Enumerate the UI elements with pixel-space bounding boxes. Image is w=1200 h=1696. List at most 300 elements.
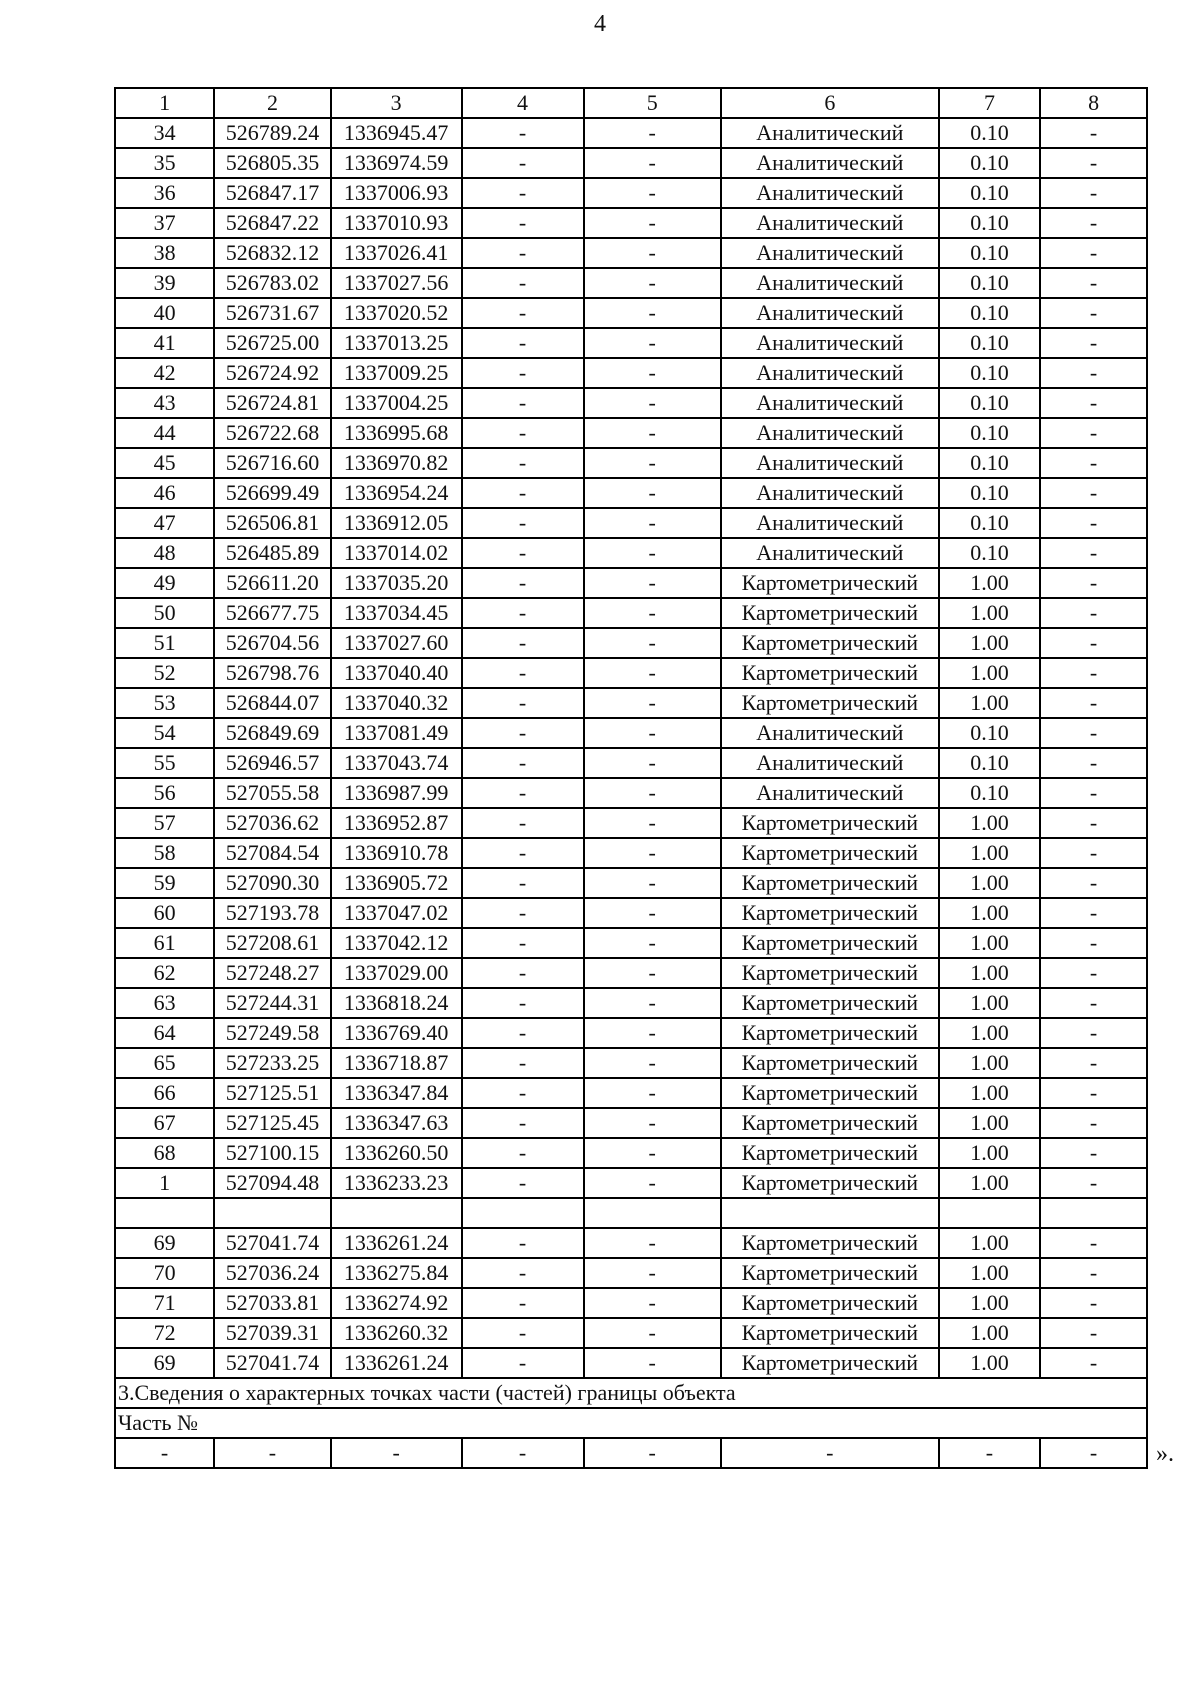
y-coordinate-cell: 1336987.99 xyxy=(331,778,462,808)
coordinate-row xyxy=(115,1078,1147,1108)
column-8-cell: - xyxy=(1040,658,1147,688)
x-coordinate-cell xyxy=(214,1198,331,1228)
column-5-cell: - xyxy=(584,568,721,598)
accuracy-cell: 1.00 xyxy=(939,628,1040,658)
y-coordinate-cell: 1336910.78 xyxy=(331,838,462,868)
y-coordinate-cell xyxy=(331,1198,462,1228)
coordinate-row xyxy=(115,358,1147,388)
point-number-cell: 66 xyxy=(115,1078,214,1108)
column-8-cell: - xyxy=(1040,1138,1147,1168)
y-coordinate-cell: 1337034.45 xyxy=(331,598,462,628)
point-number-cell: 48 xyxy=(115,538,214,568)
point-number-cell: 70 xyxy=(115,1258,214,1288)
column-5-cell: - xyxy=(584,808,721,838)
accuracy-cell: 0.10 xyxy=(939,748,1040,778)
method-cell: Картометрический xyxy=(721,958,939,988)
column-8-cell: - xyxy=(1040,118,1147,148)
point-number-cell: 62 xyxy=(115,958,214,988)
column-8-cell: - xyxy=(1040,178,1147,208)
method-cell: Картометрический xyxy=(721,658,939,688)
accuracy-cell: 1.00 xyxy=(939,1168,1040,1198)
accuracy-cell: 1.00 xyxy=(939,1288,1040,1318)
method-cell: Картометрический xyxy=(721,628,939,658)
column-8-cell: - xyxy=(1040,568,1147,598)
column-8-cell: - xyxy=(1040,958,1147,988)
column-4-cell: - xyxy=(462,178,584,208)
x-coordinate-cell: 527249.58 xyxy=(214,1018,331,1048)
column-4-cell: - xyxy=(462,598,584,628)
point-number-cell: 55 xyxy=(115,748,214,778)
point-number-cell: 71 xyxy=(115,1288,214,1318)
column-5-cell: - xyxy=(584,358,721,388)
part-label: Часть № xyxy=(115,1408,1147,1438)
column-5-cell: - xyxy=(584,1228,721,1258)
method-cell: Картометрический xyxy=(721,1258,939,1288)
column-5-cell: - xyxy=(584,1288,721,1318)
coordinate-row xyxy=(115,268,1147,298)
column-4-cell: - xyxy=(462,478,584,508)
column-4-cell: - xyxy=(462,1318,584,1348)
y-coordinate-cell: 1337040.32 xyxy=(331,688,462,718)
coordinate-row xyxy=(115,238,1147,268)
x-coordinate-cell: 526722.68 xyxy=(214,418,331,448)
column-4-cell: - xyxy=(462,988,584,1018)
column-4-cell: - xyxy=(462,208,584,238)
column-8-cell: - xyxy=(1040,508,1147,538)
method-cell: Аналитический xyxy=(721,268,939,298)
column-5-cell: - xyxy=(584,1108,721,1138)
coordinate-row xyxy=(115,1048,1147,1078)
coordinate-rows xyxy=(115,118,1147,1378)
method-cell: Картометрический xyxy=(721,838,939,868)
accuracy-cell: 1.00 xyxy=(939,1318,1040,1348)
section-rows xyxy=(115,1378,1147,1468)
header-cell-7: 7 xyxy=(939,88,1040,118)
accuracy-cell: 1.00 xyxy=(939,1078,1040,1108)
coordinate-row xyxy=(115,478,1147,508)
accuracy-cell: 1.00 xyxy=(939,1108,1040,1138)
column-5-cell: - xyxy=(584,1168,721,1198)
method-cell: Картометрический xyxy=(721,1288,939,1318)
y-coordinate-cell: 1337006.93 xyxy=(331,178,462,208)
point-number-cell: 49 xyxy=(115,568,214,598)
column-5-cell: - xyxy=(584,298,721,328)
point-number-cell: 69 xyxy=(115,1228,214,1258)
point-number-cell: 43 xyxy=(115,388,214,418)
column-5-cell: - xyxy=(584,628,721,658)
x-coordinate-cell: 526704.56 xyxy=(214,628,331,658)
x-coordinate-cell: 527055.58 xyxy=(214,778,331,808)
column-8-cell: - xyxy=(1040,1348,1147,1378)
accuracy-cell: 0.10 xyxy=(939,778,1040,808)
column-5-cell: - xyxy=(584,508,721,538)
section-title: 3.Сведения о характерных точках части (частей) границы объекта xyxy=(115,1378,1147,1408)
column-8-cell: - xyxy=(1040,268,1147,298)
y-coordinate-cell: 1336905.72 xyxy=(331,868,462,898)
column-4-cell: - xyxy=(462,1138,584,1168)
x-coordinate-cell: 527033.81 xyxy=(214,1288,331,1318)
point-number-cell: 42 xyxy=(115,358,214,388)
coordinate-row xyxy=(115,538,1147,568)
x-coordinate-cell: 526699.49 xyxy=(214,478,331,508)
method-cell: Аналитический xyxy=(721,448,939,478)
coordinate-row xyxy=(115,598,1147,628)
column-4-cell: - xyxy=(462,448,584,478)
column-5-cell: - xyxy=(584,658,721,688)
method-cell: Аналитический xyxy=(721,388,939,418)
column-4-cell: - xyxy=(462,898,584,928)
point-number-cell: 68 xyxy=(115,1138,214,1168)
coordinate-row xyxy=(115,838,1147,868)
x-coordinate-cell: 526832.12 xyxy=(214,238,331,268)
x-coordinate-cell: 527125.51 xyxy=(214,1078,331,1108)
part-cell-3: - xyxy=(331,1438,462,1468)
column-5-cell: - xyxy=(584,958,721,988)
column-4-cell: - xyxy=(462,358,584,388)
column-8-cell: - xyxy=(1040,868,1147,898)
point-number-cell: 45 xyxy=(115,448,214,478)
column-5-cell: - xyxy=(584,1018,721,1048)
x-coordinate-cell: 527208.61 xyxy=(214,928,331,958)
method-cell: Картометрический xyxy=(721,1318,939,1348)
point-number-cell: 54 xyxy=(115,718,214,748)
point-number-cell: 36 xyxy=(115,178,214,208)
column-4-cell: - xyxy=(462,1078,584,1108)
column-4-cell: - xyxy=(462,508,584,538)
coordinate-row xyxy=(115,748,1147,778)
part-row xyxy=(115,1438,1147,1468)
coordinate-row xyxy=(115,328,1147,358)
column-5-cell: - xyxy=(584,1318,721,1348)
y-coordinate-cell: 1336970.82 xyxy=(331,448,462,478)
column-8-cell: - xyxy=(1040,208,1147,238)
point-number-cell: 58 xyxy=(115,838,214,868)
method-cell: Аналитический xyxy=(721,328,939,358)
accuracy-cell: 1.00 xyxy=(939,868,1040,898)
column-4-cell: - xyxy=(462,1048,584,1078)
column-5-cell: - xyxy=(584,178,721,208)
column-4-cell: - xyxy=(462,1018,584,1048)
coordinate-row xyxy=(115,658,1147,688)
column-5-cell: - xyxy=(584,328,721,358)
method-cell: Аналитический xyxy=(721,118,939,148)
accuracy-cell: 0.10 xyxy=(939,268,1040,298)
column-4-cell: - xyxy=(462,1258,584,1288)
column-5-cell: - xyxy=(584,688,721,718)
accuracy-cell: 1.00 xyxy=(939,1348,1040,1378)
method-cell: Аналитический xyxy=(721,478,939,508)
coordinate-row xyxy=(115,778,1147,808)
x-coordinate-cell: 526677.75 xyxy=(214,598,331,628)
column-5-cell: - xyxy=(584,778,721,808)
coordinates-table xyxy=(114,87,1148,1469)
column-5-cell: - xyxy=(584,988,721,1018)
method-cell: Аналитический xyxy=(721,718,939,748)
coordinate-row xyxy=(115,718,1147,748)
column-8-cell: - xyxy=(1040,298,1147,328)
coordinate-row xyxy=(115,298,1147,328)
y-coordinate-cell: 1337004.25 xyxy=(331,388,462,418)
section-title-row xyxy=(115,1378,1147,1408)
point-number-cell: 40 xyxy=(115,298,214,328)
method-cell: Аналитический xyxy=(721,508,939,538)
column-8-cell: - xyxy=(1040,418,1147,448)
method-cell: Аналитический xyxy=(721,778,939,808)
x-coordinate-cell: 526716.60 xyxy=(214,448,331,478)
column-5-cell: - xyxy=(584,838,721,868)
accuracy-cell: 1.00 xyxy=(939,1018,1040,1048)
point-number-cell: 44 xyxy=(115,418,214,448)
column-8-cell: - xyxy=(1040,1228,1147,1258)
column-5-cell: - xyxy=(584,268,721,298)
x-coordinate-cell: 526849.69 xyxy=(214,718,331,748)
coordinate-row xyxy=(115,1348,1147,1378)
y-coordinate-cell: 1336974.59 xyxy=(331,148,462,178)
method-cell: Картометрический xyxy=(721,1018,939,1048)
column-4-cell: - xyxy=(462,928,584,958)
header-cell-4: 4 xyxy=(462,88,584,118)
column-5-cell: - xyxy=(584,898,721,928)
coordinate-row xyxy=(115,1228,1147,1258)
method-cell xyxy=(721,1198,939,1228)
accuracy-cell: 0.10 xyxy=(939,208,1040,238)
point-number-cell: 67 xyxy=(115,1108,214,1138)
point-number-cell: 47 xyxy=(115,508,214,538)
x-coordinate-cell: 526725.00 xyxy=(214,328,331,358)
column-5-cell: - xyxy=(584,238,721,268)
method-cell: Аналитический xyxy=(721,238,939,268)
accuracy-cell: 0.10 xyxy=(939,148,1040,178)
column-4-cell: - xyxy=(462,658,584,688)
column-4-cell: - xyxy=(462,418,584,448)
point-number-cell: 41 xyxy=(115,328,214,358)
accuracy-cell: 1.00 xyxy=(939,1258,1040,1288)
x-coordinate-cell: 526724.81 xyxy=(214,388,331,418)
accuracy-cell: 1.00 xyxy=(939,898,1040,928)
point-number-cell: 39 xyxy=(115,268,214,298)
column-8-cell: - xyxy=(1040,838,1147,868)
x-coordinate-cell: 527125.45 xyxy=(214,1108,331,1138)
column-5-cell: - xyxy=(584,1138,721,1168)
column-4-cell: - xyxy=(462,778,584,808)
method-cell: Картометрический xyxy=(721,928,939,958)
column-8-cell: - xyxy=(1040,1318,1147,1348)
point-number-cell: 34 xyxy=(115,118,214,148)
x-coordinate-cell: 526847.22 xyxy=(214,208,331,238)
column-4-cell: - xyxy=(462,1348,584,1378)
accuracy-cell: 1.00 xyxy=(939,988,1040,1018)
point-number-cell: 59 xyxy=(115,868,214,898)
point-number-cell: 50 xyxy=(115,598,214,628)
coordinate-row xyxy=(115,118,1147,148)
column-8-cell: - xyxy=(1040,1288,1147,1318)
column-4-cell: - xyxy=(462,808,584,838)
column-5-cell: - xyxy=(584,1348,721,1378)
y-coordinate-cell: 1336261.24 xyxy=(331,1348,462,1378)
coordinate-row xyxy=(115,1168,1147,1198)
accuracy-cell: 1.00 xyxy=(939,658,1040,688)
header-cell-8: 8 xyxy=(1040,88,1147,118)
column-8-cell: - xyxy=(1040,898,1147,928)
method-cell: Картометрический xyxy=(721,808,939,838)
column-5-cell: - xyxy=(584,208,721,238)
column-8-cell: - xyxy=(1040,1258,1147,1288)
part-cell-2: - xyxy=(214,1438,331,1468)
coordinate-row xyxy=(115,508,1147,538)
y-coordinate-cell: 1337043.74 xyxy=(331,748,462,778)
column-4-cell: - xyxy=(462,1288,584,1318)
coordinate-row xyxy=(115,958,1147,988)
x-coordinate-cell: 527100.15 xyxy=(214,1138,331,1168)
coordinate-row xyxy=(115,418,1147,448)
x-coordinate-cell: 527041.74 xyxy=(214,1348,331,1378)
closing-quote-mark: ». xyxy=(1156,1441,1174,1467)
column-8-cell: - xyxy=(1040,538,1147,568)
column-4-cell: - xyxy=(462,718,584,748)
column-8-cell: - xyxy=(1040,628,1147,658)
method-cell: Картометрический xyxy=(721,1138,939,1168)
accuracy-cell: 1.00 xyxy=(939,928,1040,958)
point-number-cell: 38 xyxy=(115,238,214,268)
column-4-cell: - xyxy=(462,298,584,328)
coordinate-row xyxy=(115,898,1147,928)
x-coordinate-cell: 527233.25 xyxy=(214,1048,331,1078)
x-coordinate-cell: 526847.17 xyxy=(214,178,331,208)
x-coordinate-cell: 527084.54 xyxy=(214,838,331,868)
column-4-cell: - xyxy=(462,868,584,898)
part-cell-5: - xyxy=(584,1438,721,1468)
column-5-cell: - xyxy=(584,718,721,748)
accuracy-cell: 1.00 xyxy=(939,688,1040,718)
method-cell: Аналитический xyxy=(721,748,939,778)
y-coordinate-cell: 1336261.24 xyxy=(331,1228,462,1258)
coordinate-row xyxy=(115,868,1147,898)
x-coordinate-cell: 526844.07 xyxy=(214,688,331,718)
method-cell: Картометрический xyxy=(721,1228,939,1258)
column-8-cell: - xyxy=(1040,478,1147,508)
column-4-cell: - xyxy=(462,628,584,658)
coordinate-row xyxy=(115,1318,1147,1348)
column-4-cell: - xyxy=(462,268,584,298)
x-coordinate-cell: 527193.78 xyxy=(214,898,331,928)
y-coordinate-cell: 1336347.63 xyxy=(331,1108,462,1138)
y-coordinate-cell: 1337040.40 xyxy=(331,658,462,688)
column-8-cell: - xyxy=(1040,1018,1147,1048)
accuracy-cell: 0.10 xyxy=(939,298,1040,328)
x-coordinate-cell: 526611.20 xyxy=(214,568,331,598)
y-coordinate-cell: 1336274.92 xyxy=(331,1288,462,1318)
y-coordinate-cell: 1337029.00 xyxy=(331,958,462,988)
coordinate-row xyxy=(115,928,1147,958)
y-coordinate-cell: 1336952.87 xyxy=(331,808,462,838)
accuracy-cell: 0.10 xyxy=(939,478,1040,508)
column-4-cell: - xyxy=(462,1168,584,1198)
y-coordinate-cell: 1337035.20 xyxy=(331,568,462,598)
y-coordinate-cell: 1336945.47 xyxy=(331,118,462,148)
coordinate-row xyxy=(115,688,1147,718)
accuracy-cell: 0.10 xyxy=(939,388,1040,418)
coordinate-row xyxy=(115,628,1147,658)
column-5-cell: - xyxy=(584,928,721,958)
accuracy-cell: 1.00 xyxy=(939,1228,1040,1258)
column-5-cell: - xyxy=(584,418,721,448)
y-coordinate-cell: 1337010.93 xyxy=(331,208,462,238)
column-4-cell: - xyxy=(462,118,584,148)
accuracy-cell: 0.10 xyxy=(939,328,1040,358)
accuracy-cell: 0.10 xyxy=(939,178,1040,208)
y-coordinate-cell: 1336260.50 xyxy=(331,1138,462,1168)
y-coordinate-cell: 1336718.87 xyxy=(331,1048,462,1078)
column-8-cell: - xyxy=(1040,1108,1147,1138)
column-8-cell: - xyxy=(1040,388,1147,418)
coordinate-row xyxy=(115,1288,1147,1318)
column-5-cell: - xyxy=(584,118,721,148)
column-5-cell xyxy=(584,1198,721,1228)
column-4-cell: - xyxy=(462,328,584,358)
column-8-cell: - xyxy=(1040,778,1147,808)
x-coordinate-cell: 526789.24 xyxy=(214,118,331,148)
method-cell: Картометрический xyxy=(721,988,939,1018)
method-cell: Аналитический xyxy=(721,148,939,178)
column-5-cell: - xyxy=(584,748,721,778)
coordinate-row xyxy=(115,988,1147,1018)
accuracy-cell: 0.10 xyxy=(939,538,1040,568)
column-8-cell: - xyxy=(1040,148,1147,178)
x-coordinate-cell: 526485.89 xyxy=(214,538,331,568)
point-number-cell: 1 xyxy=(115,1168,214,1198)
x-coordinate-cell: 527094.48 xyxy=(214,1168,331,1198)
column-4-cell: - xyxy=(462,568,584,598)
y-coordinate-cell: 1336275.84 xyxy=(331,1258,462,1288)
coordinate-row xyxy=(115,1258,1147,1288)
method-cell: Картометрический xyxy=(721,568,939,598)
column-4-cell: - xyxy=(462,148,584,178)
method-cell: Аналитический xyxy=(721,538,939,568)
x-coordinate-cell: 527244.31 xyxy=(214,988,331,1018)
column-5-cell: - xyxy=(584,448,721,478)
y-coordinate-cell: 1337027.60 xyxy=(331,628,462,658)
header-row xyxy=(115,88,1147,118)
point-number-cell: 46 xyxy=(115,478,214,508)
column-4-cell: - xyxy=(462,1228,584,1258)
point-number-cell xyxy=(115,1198,214,1228)
header-cell-1: 1 xyxy=(115,88,214,118)
y-coordinate-cell: 1337009.25 xyxy=(331,358,462,388)
coordinate-row xyxy=(115,1018,1147,1048)
y-coordinate-cell: 1337081.49 xyxy=(331,718,462,748)
method-cell: Картометрический xyxy=(721,1108,939,1138)
column-8-cell: - xyxy=(1040,1078,1147,1108)
accuracy-cell: 0.10 xyxy=(939,238,1040,268)
column-8-cell: - xyxy=(1040,988,1147,1018)
point-number-cell: 53 xyxy=(115,688,214,718)
x-coordinate-cell: 527036.24 xyxy=(214,1258,331,1288)
y-coordinate-cell: 1337026.41 xyxy=(331,238,462,268)
column-4-cell: - xyxy=(462,388,584,418)
x-coordinate-cell: 527036.62 xyxy=(214,808,331,838)
column-5-cell: - xyxy=(584,1258,721,1288)
point-number-cell: 69 xyxy=(115,1348,214,1378)
column-8-cell: - xyxy=(1040,1048,1147,1078)
column-8-cell: - xyxy=(1040,328,1147,358)
column-4-cell: - xyxy=(462,538,584,568)
column-5-cell: - xyxy=(584,1048,721,1078)
coordinate-row xyxy=(115,148,1147,178)
point-number-cell: 63 xyxy=(115,988,214,1018)
column-4-cell xyxy=(462,1198,584,1228)
column-8-cell: - xyxy=(1040,358,1147,388)
coordinate-row xyxy=(115,448,1147,478)
